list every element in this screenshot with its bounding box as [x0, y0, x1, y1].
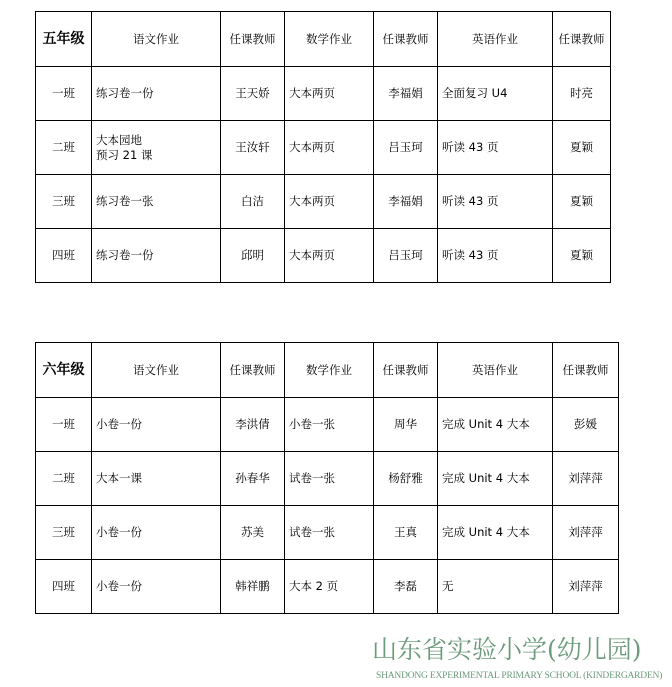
english-teacher: 刘萍萍 — [553, 560, 619, 614]
english-teacher: 夏颖 — [553, 229, 611, 283]
table-row — [36, 67, 611, 121]
chinese-homework — [92, 121, 221, 175]
class-name: 三班 — [36, 506, 92, 560]
chinese-homework: 小卷一份 — [92, 506, 221, 560]
table-row — [36, 398, 619, 452]
math-homework: 大本两页 — [285, 229, 374, 283]
chinese-teacher: 邱明 — [221, 229, 285, 283]
header-math-homework: 数学作业 — [285, 343, 374, 398]
chinese-homework: 小卷一份 — [92, 560, 221, 614]
class-name: 四班 — [36, 229, 92, 283]
math-teacher: 吕玉珂 — [374, 121, 438, 175]
english-homework: 听读 43 页 — [438, 229, 553, 283]
math-teacher: 李福娟 — [374, 175, 438, 229]
chinese-homework: 练习卷一份 — [92, 229, 221, 283]
chinese-teacher: 王汝轩 — [221, 121, 285, 175]
english-homework: 无 — [438, 560, 553, 614]
table-header-row — [36, 343, 619, 398]
english-teacher: 刘萍萍 — [553, 506, 619, 560]
english-teacher: 彭媛 — [553, 398, 619, 452]
math-teacher: 王真 — [374, 506, 438, 560]
class-name: 二班 — [36, 121, 92, 175]
chinese-teacher: 韩祥鹏 — [221, 560, 285, 614]
chinese-homework: 练习卷一张 — [92, 175, 221, 229]
math-teacher: 李福娟 — [374, 67, 438, 121]
math-homework: 试卷一张 — [285, 452, 374, 506]
class-name: 一班 — [36, 398, 92, 452]
grade-label: 六年级 — [36, 343, 92, 398]
class-name: 二班 — [36, 452, 92, 506]
math-teacher: 杨舒雅 — [374, 452, 438, 506]
math-homework: 大本两页 — [285, 121, 374, 175]
grade6-homework-table — [35, 342, 619, 614]
english-homework: 完成 Unit 4 大本 — [438, 506, 553, 560]
math-teacher: 吕玉珂 — [374, 229, 438, 283]
math-homework: 大本两页 — [285, 67, 374, 121]
chinese-teacher: 孙春华 — [221, 452, 285, 506]
grade-label: 五年级 — [36, 12, 92, 67]
english-teacher: 时亮 — [553, 67, 611, 121]
chinese-teacher: 李洪倩 — [221, 398, 285, 452]
english-homework: 听读 43 页 — [438, 175, 553, 229]
math-teacher: 周华 — [374, 398, 438, 452]
math-teacher: 李磊 — [374, 560, 438, 614]
english-teacher: 夏颖 — [553, 121, 611, 175]
table-row — [36, 121, 611, 175]
english-homework: 听读 43 页 — [438, 121, 553, 175]
header-english-homework: 英语作业 — [438, 12, 553, 67]
header-teacher: 任课教师 — [553, 343, 619, 398]
english-teacher: 夏颖 — [553, 175, 611, 229]
class-name: 三班 — [36, 175, 92, 229]
chinese-homework: 练习卷一份 — [92, 67, 221, 121]
table-row — [36, 560, 619, 614]
table-row — [36, 175, 611, 229]
chinese-homework-line: 预习 21 课 — [96, 147, 153, 162]
header-math-homework: 数学作业 — [285, 12, 374, 67]
class-name: 一班 — [36, 67, 92, 121]
english-homework: 完成 Unit 4 大本 — [438, 452, 553, 506]
table-row — [36, 506, 619, 560]
math-homework: 试卷一张 — [285, 506, 374, 560]
chinese-teacher: 白洁 — [221, 175, 285, 229]
math-homework: 小卷一张 — [285, 398, 374, 452]
class-name: 四班 — [36, 560, 92, 614]
header-teacher: 任课教师 — [374, 343, 438, 398]
header-chinese-homework: 语文作业 — [92, 12, 221, 67]
grade5-homework-table — [35, 11, 611, 283]
table-header-row — [36, 12, 611, 67]
english-homework: 完成 Unit 4 大本 — [438, 398, 553, 452]
english-homework: 全面复习 U4 — [438, 67, 553, 121]
header-teacher: 任课教师 — [374, 12, 438, 67]
header-chinese-homework: 语文作业 — [92, 343, 221, 398]
math-homework: 大本 2 页 — [285, 560, 374, 614]
chinese-homework: 大本一课 — [92, 452, 221, 506]
english-teacher: 刘萍萍 — [553, 452, 619, 506]
table-row — [36, 452, 619, 506]
chinese-homework-line: 大本园地 — [96, 132, 142, 147]
school-name-cn: 山东省实验小学(幼儿园) — [372, 635, 642, 664]
header-teacher: 任课教师 — [221, 12, 285, 67]
school-logo — [372, 633, 668, 685]
chinese-teacher: 王天娇 — [221, 67, 285, 121]
header-english-homework: 英语作业 — [438, 343, 553, 398]
chinese-teacher: 苏美 — [221, 506, 285, 560]
math-homework: 大本两页 — [285, 175, 374, 229]
chinese-homework: 小卷一份 — [92, 398, 221, 452]
header-teacher: 任课教师 — [553, 12, 611, 67]
school-name-en: SHANDONG EXPERIMENTAL PRIMARY SCHOOL (KINDERGARDEN) — [376, 671, 663, 681]
table-row — [36, 229, 611, 283]
header-teacher: 任课教师 — [221, 343, 285, 398]
